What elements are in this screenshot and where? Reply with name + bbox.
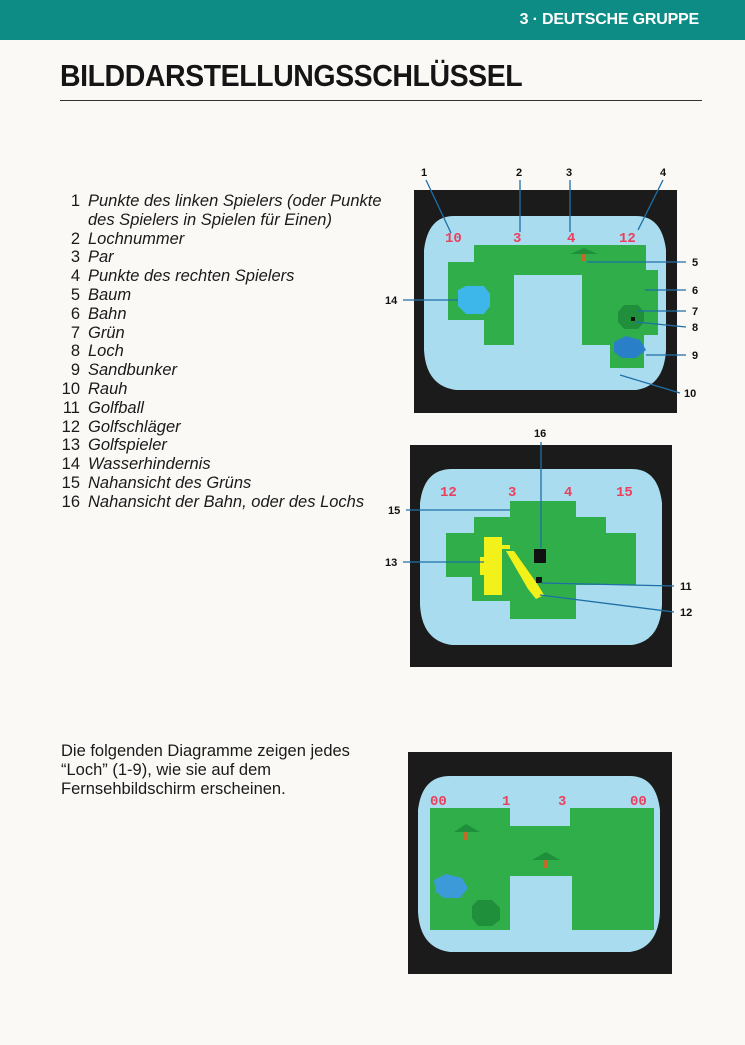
legend-number: 10 (61, 379, 80, 398)
callout-8: 8 (692, 322, 699, 334)
legend-number: 14 (61, 455, 80, 474)
closeup-par: 4 (564, 485, 573, 501)
closeup-right-score: 15 (616, 485, 633, 501)
legend-number: 6 (70, 304, 80, 323)
callout-3: 3 (566, 167, 573, 179)
callout-16: 16 (534, 428, 547, 440)
callout-15: 15 (388, 505, 401, 517)
hole-one-par: 3 (558, 794, 567, 810)
legend-text: Nahansicht des Grüns (88, 473, 252, 492)
callout-14: 14 (385, 295, 398, 307)
callout-4: 4 (660, 167, 667, 179)
legend-text: Rauh (88, 379, 128, 398)
legend-text: Sandbunker (88, 361, 177, 380)
legend-text: Bahn (88, 304, 127, 323)
callout-9: 9 (692, 350, 699, 362)
legend-number: 13 (61, 436, 80, 455)
legend-text: Wasserhindernis (88, 455, 211, 474)
legend-number: 11 (62, 398, 80, 417)
legend-number: 2 (70, 229, 80, 248)
section-label: 3 · DEUTSCHE GRUPPE (519, 11, 699, 28)
callout-6: 6 (692, 285, 699, 297)
legend-number: 5 (70, 285, 80, 304)
legend-number: 4 (70, 267, 80, 286)
callout-2: 2 (516, 167, 523, 179)
legend-text: Lochnummer (88, 229, 185, 248)
callout-13: 13 (385, 557, 398, 569)
legend-number: 1 (70, 192, 80, 210)
legend-text: Punkte des rechten Spielers (88, 267, 295, 286)
closeup-hole-number: 3 (508, 485, 517, 501)
closeup-left-score: 12 (440, 485, 457, 501)
legend-text: Punkte des linken Spielers (oder Punkte des Spielers in Spielen für Einen) (88, 192, 382, 229)
legend-text: Golfspieler (88, 436, 167, 455)
legend-number: 3 (70, 248, 80, 267)
legend-number: 7 (70, 323, 80, 342)
legend-text: Baum (88, 285, 132, 304)
legend-text: Golfball (88, 398, 144, 417)
legend-number: 8 (70, 342, 80, 361)
hole-one-right-score: 00 (630, 794, 647, 810)
callout-11: 11 (680, 581, 692, 593)
intro-paragraph: Die folgenden Diagramme zeigen jedes “Loch” (1-9), wie sie auf dem Fernsehbildschirm erscheinen. (61, 742, 350, 798)
legend-number: 12 (61, 417, 80, 436)
legend-number: 15 (61, 473, 80, 492)
legend-text: Par (88, 248, 114, 267)
legend-number: 9 (70, 361, 80, 380)
callout-12: 12 (680, 607, 693, 619)
overview-right-score: 12 (619, 231, 636, 247)
legend-text: Loch (88, 342, 124, 361)
overview-hole-number: 3 (513, 231, 522, 247)
callout-10: 10 (684, 388, 697, 400)
callout-1: 1 (421, 167, 428, 179)
legend-text: Grün (88, 323, 125, 342)
legend-text: Nahansicht der Bahn, oder des Lochs (88, 492, 365, 511)
page-title: BILDDARSTELLUNGSSCHLÜSSEL (60, 58, 523, 93)
callout-5: 5 (692, 257, 699, 269)
legend-number: 16 (61, 492, 80, 511)
legend-text: Golfschläger (88, 417, 181, 436)
hole-one-left-score: 00 (430, 794, 447, 810)
callout-7: 7 (692, 306, 699, 318)
overview-left-score: 10 (445, 231, 462, 247)
hole-one-hole-number: 1 (502, 794, 511, 810)
overview-par: 4 (567, 231, 576, 247)
